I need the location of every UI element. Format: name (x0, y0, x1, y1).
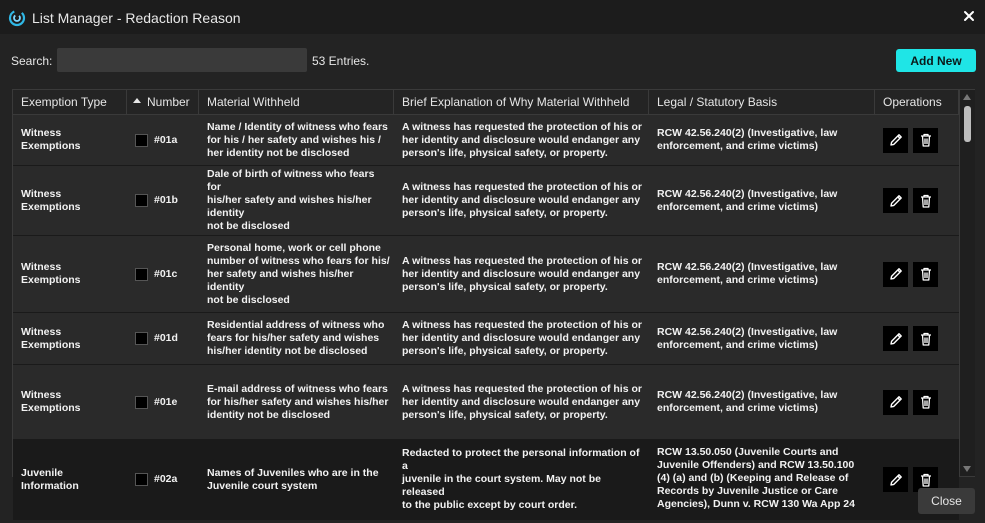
pencil-icon (888, 472, 904, 488)
exemption-type-cell: Witness Exemptions (21, 187, 81, 213)
edit-button[interactable] (883, 467, 908, 492)
column-label: Exemption Type (21, 95, 107, 109)
color-swatch (135, 134, 148, 147)
number-value: #01e (154, 395, 178, 408)
material-withheld-cell: Personal home, work or cell phone number of witness who fears for his/ her safety and wishes his/her identity not be disclosed (207, 241, 390, 306)
delete-button[interactable] (913, 326, 938, 351)
material-withheld-cell: Name / Identity of witness who fears for his / her safety and wishes his / her identity not be disclosed (207, 120, 388, 159)
search-label: Search: (11, 54, 53, 68)
legal-basis-cell: RCW 42.56.240(2) (Investigative, law enforcement, and crime victims) (657, 261, 838, 286)
table-row[interactable] (13, 115, 959, 166)
edit-button[interactable] (883, 262, 908, 287)
legal-basis-cell: RCW 42.56.240(2) (Investigative, law enforcement, and crime victims) (657, 187, 838, 213)
trash-icon (918, 132, 934, 148)
table-row[interactable] (13, 365, 959, 440)
trash-icon (918, 472, 934, 488)
pencil-icon (888, 193, 904, 209)
number-cell (127, 365, 207, 439)
number-cell (127, 166, 207, 235)
column-label: Material Withheld (207, 95, 300, 109)
trash-icon (918, 193, 934, 209)
column-header-legal-basis[interactable] (649, 90, 875, 114)
legal-basis-cell: RCW 42.56.240(2) (Investigative, law enforcement, and crime victims) (657, 127, 838, 152)
column-header-brief-explanation[interactable] (394, 90, 649, 114)
add-new-button[interactable]: Add New (896, 49, 976, 72)
number-cell (127, 313, 207, 364)
pencil-icon (888, 331, 904, 347)
redaction-table (12, 89, 975, 511)
exemption-type-cell: Witness Exemptions (21, 261, 81, 286)
column-label: Number (147, 95, 190, 109)
material-withheld-cell: Dale of birth of witness who fears for his/her safety and wishes his/her identity not be disclosed (207, 168, 375, 232)
exemption-type-cell: Witness Exemptions (21, 127, 81, 152)
column-header-operations (875, 90, 959, 114)
legal-basis-cell: RCW 13.50.050 (Juvenile Courts and Juvenile Offenders) and RCW 13.50.100 (4) (a) and (b) (Keeping and Release of Records by Juvenile Justice or Care Agencies), Dunn v. RCW 130 Wa App 24 (657, 446, 855, 510)
color-swatch (135, 194, 148, 207)
close-button[interactable]: Close (918, 488, 975, 514)
trash-icon (918, 394, 934, 410)
number-value: #01c (154, 267, 178, 280)
number-cell (127, 115, 207, 165)
operations-cell (875, 115, 959, 165)
color-swatch (135, 396, 148, 409)
delete-button[interactable] (913, 390, 938, 415)
explanation-cell: Redacted to protect the personal information of a juvenile in the court system. May not be released to the public except by court order. (402, 447, 640, 511)
table-header (13, 90, 959, 115)
column-label: Operations (883, 95, 942, 109)
exemption-type-cell: Witness Exemptions (21, 389, 81, 414)
close-icon[interactable] (961, 8, 977, 24)
trash-icon (918, 331, 934, 347)
color-swatch (135, 473, 148, 486)
column-header-exemption-type[interactable] (13, 90, 127, 114)
material-withheld-cell: E-mail address of witness who fears for his/her safety and wishes his/her identity not be disclosed (207, 382, 389, 421)
pencil-icon (888, 266, 904, 282)
number-value: #01a (154, 133, 178, 146)
entries-count: 53 Entries. (312, 54, 370, 68)
title-bar (0, 0, 985, 34)
number-value: #01d (154, 332, 178, 344)
legal-basis-cell: RCW 42.56.240(2) (Investigative, law enforcement, and crime victims) (657, 325, 838, 351)
explanation-cell: A witness has requested the protection of his or her identity and disclosure would endanger any person's life, physical safety, or property. (402, 254, 642, 293)
operations-cell (875, 365, 959, 439)
exemption-type-cell: Witness Exemptions (21, 325, 81, 351)
explanation-cell: A witness has requested the protection of his or her identity and disclosure would endanger any person's life, physical safety, or property. (402, 120, 642, 159)
app-logo-icon (8, 9, 26, 27)
table-row[interactable] (13, 236, 959, 313)
delete-button[interactable] (913, 188, 938, 213)
operations-cell (875, 313, 959, 364)
number-cell (127, 440, 207, 519)
delete-button[interactable] (913, 262, 938, 287)
material-withheld-cell: Residential address of witness who fears for his/her safety and wishes his/her identity not be disclosed (207, 319, 385, 357)
vertical-scrollbar[interactable] (959, 90, 975, 476)
column-label: Brief Explanation of Why Material Withheld (402, 95, 630, 109)
scroll-up-icon[interactable] (963, 94, 971, 100)
scroll-down-icon[interactable] (963, 466, 971, 472)
color-swatch (135, 268, 148, 281)
search-input[interactable] (57, 48, 307, 72)
color-swatch (135, 332, 148, 345)
exemption-type-cell: Juvenile Information (21, 466, 79, 492)
number-value: #01b (154, 194, 178, 206)
window-title: List Manager - Redaction Reason (32, 10, 241, 26)
material-withheld-cell: Names of Juveniles who are in the Juvenile court system (207, 466, 379, 492)
trash-icon (918, 266, 934, 282)
number-cell (127, 236, 207, 312)
explanation-cell: A witness has requested the protection of his or her identity and disclosure would endanger any person's life, physical safety, or property. (402, 382, 642, 421)
column-header-number[interactable] (127, 90, 199, 114)
table-row[interactable] (13, 313, 959, 365)
edit-button[interactable] (883, 390, 908, 415)
operations-cell (875, 236, 959, 312)
pencil-icon (888, 394, 904, 410)
explanation-cell: A witness has requested the protection of his or her identity and disclosure would endanger any person's life, physical safety, or property. (402, 319, 642, 357)
table-row[interactable] (13, 440, 959, 520)
legal-basis-cell: RCW 42.56.240(2) (Investigative, law enforcement, and crime victims) (657, 389, 838, 414)
column-label: Legal / Statutory Basis (657, 95, 778, 109)
number-value: #02a (154, 473, 178, 485)
sort-ascending-icon (133, 98, 141, 103)
edit-button[interactable] (883, 188, 908, 213)
edit-button[interactable] (883, 128, 908, 153)
explanation-cell: A witness has requested the protection of his or her identity and disclosure would endanger any person's life, physical safety, or property. (402, 181, 642, 219)
delete-button[interactable] (913, 128, 938, 153)
pencil-icon (888, 132, 904, 148)
table-row[interactable] (13, 166, 959, 236)
column-header-material-withheld[interactable] (199, 90, 394, 114)
scrollbar-thumb[interactable] (964, 106, 971, 142)
operations-cell (875, 166, 959, 235)
edit-button[interactable] (883, 326, 908, 351)
